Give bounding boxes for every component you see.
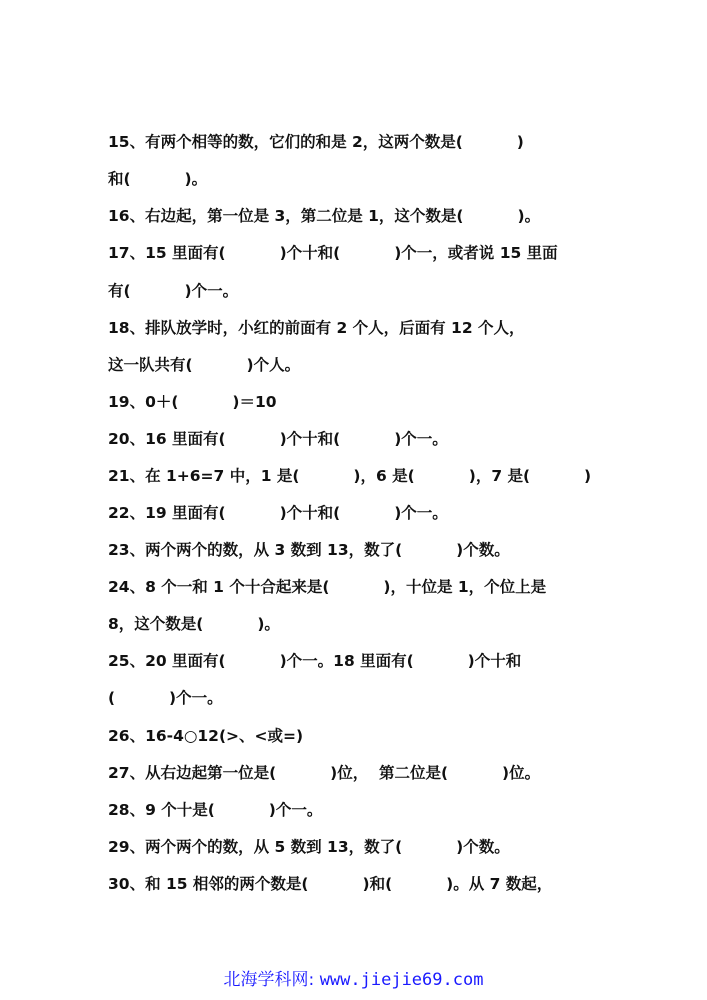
question-22: 22、19 里面有( )个十和( )个一。 [108, 504, 448, 522]
question-15-line-1: 15、有两个相等的数，它们的和是 2，这两个数是( ) [108, 133, 524, 151]
footer-watermark [0, 965, 707, 990]
question-18-line-2: 这一队共有( )个人。 [108, 356, 301, 374]
question-17-line-2: 有( )个一。 [108, 282, 239, 300]
question-29: 29、两个两个的数，从 5 数到 13，数了( )个数。 [108, 838, 510, 856]
question-17-line-1: 17、15 里面有( )个十和( )个一，或者说 15 里面 [108, 244, 558, 262]
question-25-line-2: ( )个一。 [108, 689, 223, 707]
question-19: 19、0＋( )＝10 [108, 393, 277, 411]
question-26: 26、16-4○12(>、<或=) [108, 727, 304, 745]
question-30: 30、和 15 相邻的两个数是( )和( )。从 7 数起， [108, 875, 553, 893]
question-24-line-1: 24、8 个一和 1 个十合起来是( )，十位是 1，个位上是 [108, 578, 547, 596]
question-23: 23、两个两个的数，从 3 数到 13，数了( )个数。 [108, 541, 510, 559]
footer-site-name: 北海学科网: [223, 970, 320, 990]
question-15-line-2: 和( )。 [108, 170, 208, 188]
question-25-line-1: 25、20 里面有( )个一。18 里面有( )个十和 [108, 652, 522, 670]
footer-url-link[interactable]: www.jiejie69.com [319, 970, 484, 990]
question-16: 16、右边起，第一位是 3，第二位是 1，这个数是( )。 [108, 207, 541, 225]
question-24-line-2: 8，这个数是( )。 [108, 615, 280, 633]
question-27: 27、从右边起第一位是( )位， 第二位是( )位。 [108, 764, 541, 782]
question-18-line-1: 18、排队放学时，小红的前面有 2 个人，后面有 12 个人， [108, 319, 525, 337]
question-20: 20、16 里面有( )个十和( )个一。 [108, 430, 448, 448]
question-28: 28、9 个十是( )个一。 [108, 801, 323, 819]
question-21: 21、在 1+6=7 中，1 是( )，6 是( )，7 是( ) [108, 467, 592, 485]
